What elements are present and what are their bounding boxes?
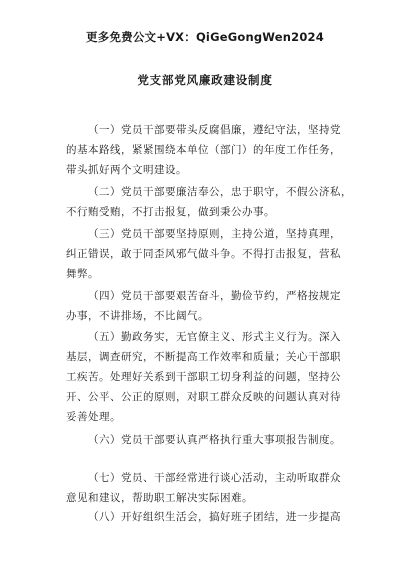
clause-8: [88, 507, 358, 527]
clause-line: 的基本路线，紧紧围绕本单位（部门）的年度工作任务，: [66, 144, 341, 156]
clause-line: 开、公平、公正的原则，对职工群众反映的问题认真对待: [66, 391, 341, 403]
clause-line: （四）党员干部要艰苦奋斗，勤俭节约，严格按规定: [88, 290, 341, 302]
clause-line: 带头抓好两个文明建设。: [66, 164, 187, 176]
clause-line: 意见和建议，帮助职工解决实际困难。: [66, 492, 253, 504]
clause-6: [88, 430, 358, 450]
clause-2: [66, 182, 358, 222]
clause-line: 舞弊。: [66, 268, 99, 280]
clause-line: 基层，调查研究，不断提高工作效率和质量；关心干部职: [66, 351, 341, 363]
clause-line: （六）党员干部要认真严格执行重大事项报告制度。: [88, 434, 341, 446]
clause-line: 办事，不讲排场，不比阔气。: [66, 310, 209, 322]
clause-line: 纠正错误，敢于同歪风邪气做斗争。不得打击报复，营私: [66, 248, 341, 260]
clause-line: 妥善处理。: [66, 411, 121, 423]
clause-line: （八）开好组织生活会，搞好班子团结，进一步提高: [88, 511, 341, 523]
document-title: 党支部党风廉政建设制度: [137, 73, 273, 87]
clause-1: [66, 120, 358, 180]
clause-line: （一）党员干部要带头反腐倡廉，遵纪守法，坚持党: [88, 124, 341, 136]
clause-line: 不行贿受贿，不打击报复，做到秉公办事。: [66, 206, 275, 218]
clause-5: [66, 327, 358, 427]
clause-line: （二）党员干部要廉洁奉公，忠于职守，不假公济私，: [88, 186, 352, 198]
clause-line: （三）党员干部要坚持原则，主持公道，坚持真理，: [88, 228, 341, 240]
clause-line: （五）勤政务实，无官僚主义、形式主义行为。深入: [88, 331, 341, 343]
clause-7: [66, 468, 358, 508]
clause-3: [66, 224, 358, 284]
promo-header: 更多免费公文+VX：QiGeGongWen2024: [86, 30, 324, 44]
clause-4: [66, 286, 358, 326]
clause-line: 工疾苦。处理好关系到干部职工切身利益的问题，坚持公: [66, 371, 341, 383]
clause-line: （七）党员、干部经常进行谈心活动，主动听取群众: [88, 472, 341, 484]
